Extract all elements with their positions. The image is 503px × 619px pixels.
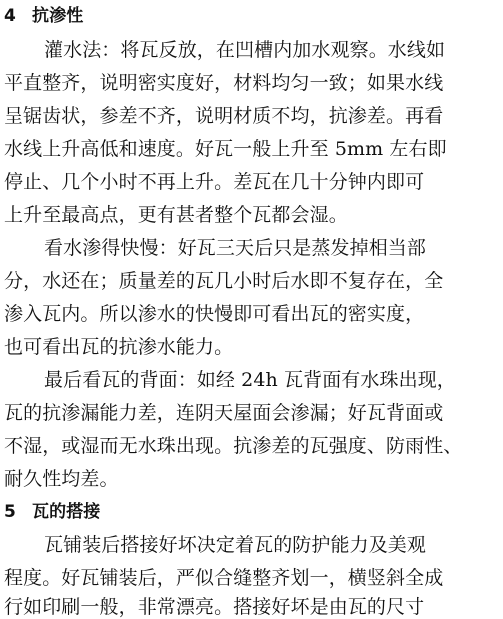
section-title: 瓦的搭接 xyxy=(32,502,101,522)
paragraph-line: 呈锯齿状，参差不齐，说明材质不均，抗渗差。再看 xyxy=(4,105,444,127)
section-number: 4 xyxy=(4,6,16,26)
paragraph-line: 停止、几个小时不再上升。差瓦在几十分钟内即可 xyxy=(4,171,425,193)
paragraph-line: 行如印刷一般，非常漂亮。搭接好坏是由瓦的尺寸 xyxy=(4,596,425,618)
section-heading-5 xyxy=(4,500,100,524)
paragraph-line: 上升至最高点，更有甚者整个瓦都会湿。 xyxy=(4,204,348,226)
paragraph-line: 水线上升高低和速度。好瓦一般上升至 5mm 左右即 xyxy=(4,138,447,160)
paragraph-line: 平直整齐，说明密实度好，材料均匀一致；如果水线 xyxy=(4,72,444,94)
section-title: 抗渗性 xyxy=(32,6,84,26)
paragraph-line: 灌水法：将瓦反放，在凹槽内加水观察。水线如 xyxy=(44,39,446,61)
paragraph-line: 也可看出瓦的抗渗水能力。 xyxy=(4,336,234,358)
paragraph-line: 分，水还在；质量差的瓦几小时后水即不复存在，全 xyxy=(4,270,444,292)
paragraph-line: 耐久性均差。 xyxy=(4,468,119,490)
section-heading-4 xyxy=(4,4,83,28)
paragraph-line: 瓦的抗渗漏能力差，连阴天屋面会渗漏；好瓦背面或 xyxy=(4,402,444,424)
paragraph-line: 渗入瓦内。所以渗水的快慢即可看出瓦的密实度， xyxy=(4,303,425,325)
paragraph-line: 程度。好瓦铺装后，严似合缝整齐划一，横竖斜全成 xyxy=(4,567,444,589)
paragraph-line: 最后看瓦的背面：如经 24h 瓦背面有水珠出现， xyxy=(44,369,456,391)
paragraph-line: 看水渗得快慢：好瓦三天后只是蒸发掉相当部 xyxy=(44,237,427,259)
section-number: 5 xyxy=(4,502,16,522)
paragraph-line: 瓦铺装后搭接好坏决定着瓦的防护能力及美观 xyxy=(44,534,427,556)
paragraph-line: 不湿，或湿而无水珠出现。抗渗差的瓦强度、防雨性、 xyxy=(4,435,463,457)
